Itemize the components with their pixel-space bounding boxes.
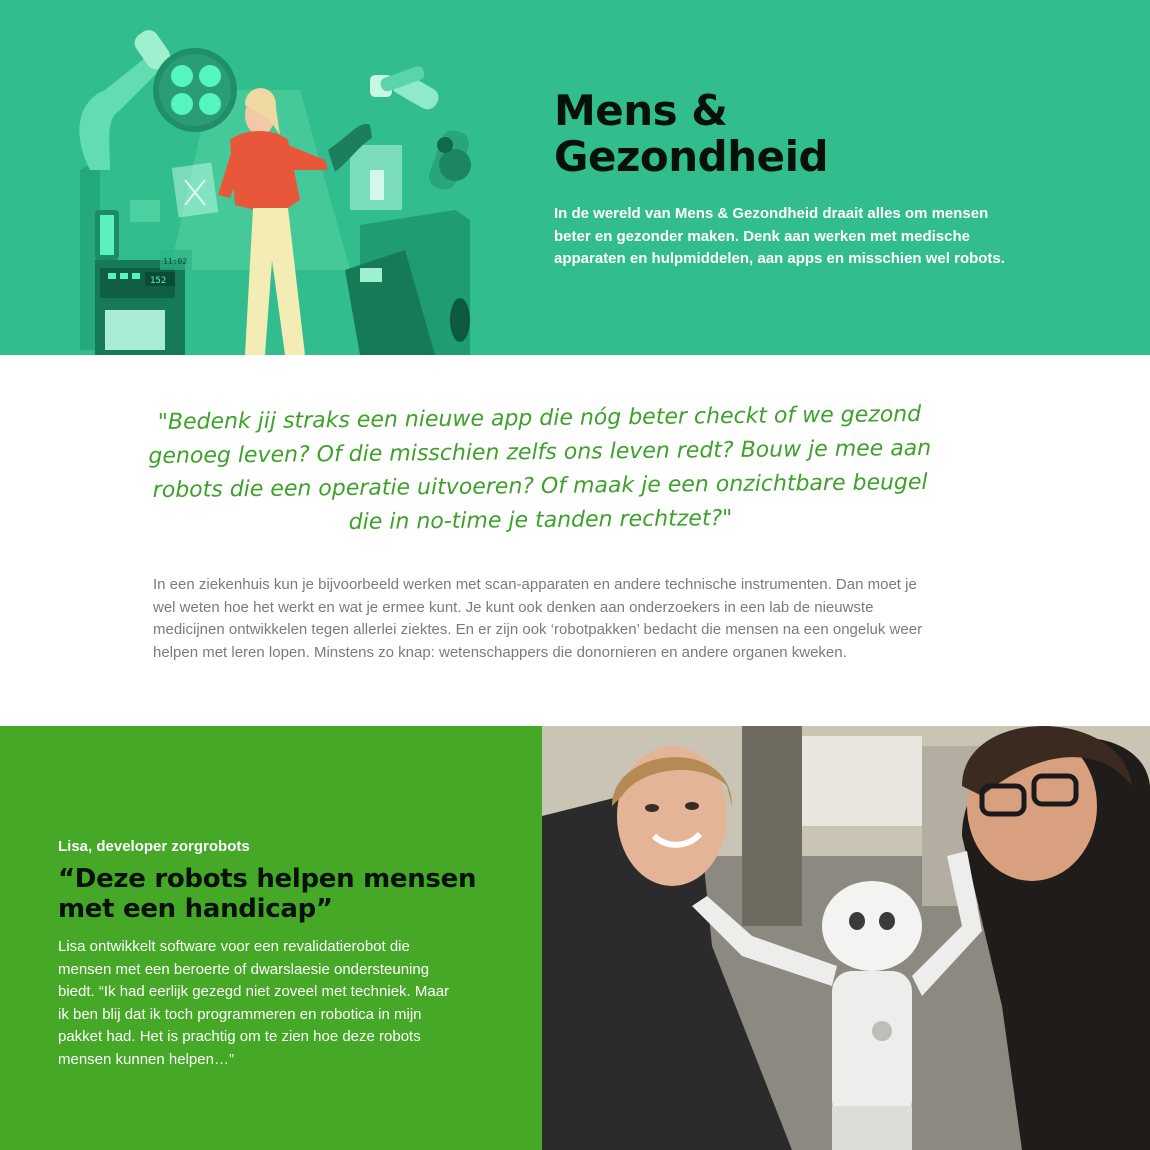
story-panel (0, 726, 542, 1150)
hero-section (0, 0, 1150, 355)
medical-machine-icon (95, 200, 192, 355)
diagnostic-device-icon (345, 210, 470, 355)
story-title: “Deze robots helpen mensen met een handicap” (58, 864, 477, 924)
svg-text:11:02: 11:02 (163, 257, 188, 266)
svg-text:152: 152 (150, 276, 167, 286)
story-text: Lisa ontwikkelt software voor een revalidatierobot die mensen met een beroerte of dwarslaesie ondersteuning biedt. “Ik had eerlijk gezegd niet zoveel met techniek. Maar ik ben blij dat ik toch programmeren en robotica in mijn pakket had. Het is prachtig om te zien hoe deze robots mensen kunnen helpen…” (58, 938, 450, 1068)
robot-photo (542, 726, 1150, 1150)
dna-hologram-icon (172, 162, 219, 217)
body-paragraph: In een ziekenhuis kun je bijvoorbeeld werken met scan-apparaten en andere technische instrumenten. Dan moet je wel weten hoe het werkt en wat je ermee kunt. Je kunt ook denken aan onderzoekers in een lab de nieuwste medicijnen ontwikkelen tegen allerlei ziektes. En er zijn ook ‘robotpakken’ bedacht die mensen na een ongeluk weer helpen met leren lopen. Minstens zo knap: wetenschappers die donornieren en andere organen kweken. (153, 576, 923, 661)
story-kicker: Lisa, developer zorgrobots (58, 838, 250, 855)
medical-illustration (60, 20, 490, 355)
photo-illustration (542, 726, 1150, 1150)
hero-intro-text: In de wereld van Mens & Gezondheid draait alles om mensen beter en gezonder maken. Denk aan werken met medische apparaten en hulpmiddelen, aan apps en misschien wel robots. (554, 205, 1005, 267)
page-title: Mens & Gezondheid (554, 86, 829, 181)
highlight-quote: "Bedenk jij straks een nieuwe app die nóg beter checkt of we gezond genoeg leven? Of die misschien zelfs ons leven redt? Bouw je mee aan robots die een operatie uitvoeren? Of maak je een onzichtbare beugel die in no-time je tanden rechtzet?" (148, 402, 932, 536)
